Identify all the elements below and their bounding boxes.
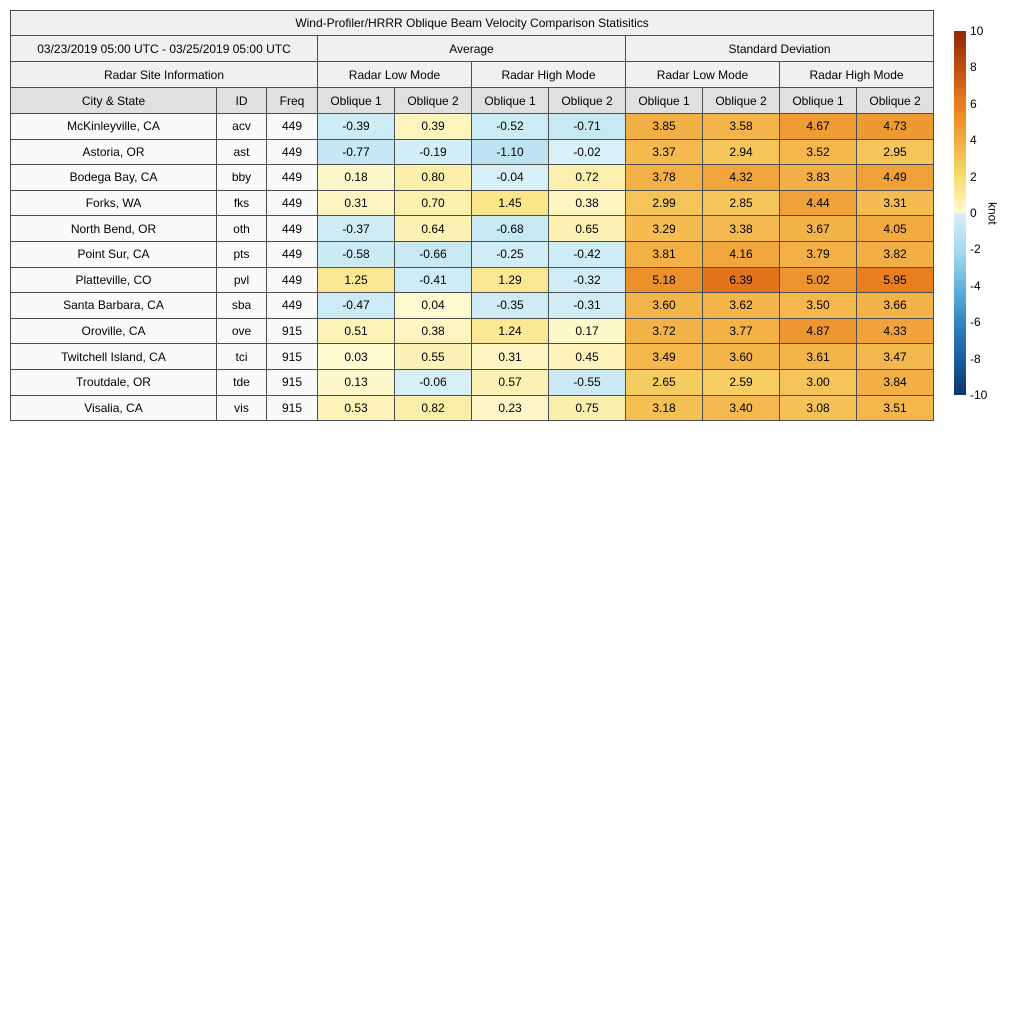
value-cell-sd_low_oblique2: 3.62 [703, 293, 780, 319]
table-row [11, 395, 934, 421]
section-header-sd-high-mode: Radar High Mode [780, 62, 934, 88]
city-cell: Troutdale, OR [11, 369, 217, 395]
city-cell: McKinleyville, CA [11, 114, 217, 140]
colorbar-tick-label: 4 [970, 133, 977, 148]
value-cell-sd_high_oblique1: 3.79 [780, 241, 857, 267]
value-cell-avg_high_oblique2: 0.17 [549, 318, 626, 344]
value-cell-avg_low_oblique2: 0.64 [395, 216, 472, 242]
value-cell-avg_high_oblique1: 1.29 [472, 267, 549, 293]
value-cell-avg_low_oblique1: -0.58 [318, 241, 395, 267]
column-header-sd-high-oblique1: Oblique 1 [780, 88, 857, 114]
value-cell-sd_high_oblique1: 4.67 [780, 114, 857, 140]
column-header-city: City & State [11, 88, 217, 114]
table-row [11, 293, 934, 319]
city-cell: Oroville, CA [11, 318, 217, 344]
value-cell-avg_low_oblique2: 0.55 [395, 344, 472, 370]
value-cell-avg_high_oblique2: 0.75 [549, 395, 626, 421]
value-cell-avg_high_oblique1: 0.23 [472, 395, 549, 421]
value-cell-sd_high_oblique2: 3.47 [857, 344, 934, 370]
column-header-avg-high-oblique2: Oblique 2 [549, 88, 626, 114]
group-header-std-dev: Standard Deviation [626, 36, 934, 62]
value-cell-avg_high_oblique1: -0.35 [472, 293, 549, 319]
colorbar-tick-label: 6 [970, 96, 977, 111]
value-cell-avg_high_oblique2: -0.32 [549, 267, 626, 293]
city-cell: Visalia, CA [11, 395, 217, 421]
value-cell-sd_high_oblique2: 3.51 [857, 395, 934, 421]
value-cell-sd_high_oblique1: 4.87 [780, 318, 857, 344]
value-cell-sd_high_oblique2: 3.82 [857, 241, 934, 267]
colorbar-tick-label: 8 [970, 60, 977, 75]
value-cell-sd_high_oblique2: 3.84 [857, 369, 934, 395]
value-cell-avg_low_oblique2: 0.80 [395, 165, 472, 191]
value-cell-sd_low_oblique1: 2.65 [626, 369, 703, 395]
value-cell-sd_low_oblique1: 3.81 [626, 241, 703, 267]
value-cell-sd_low_oblique1: 3.37 [626, 139, 703, 165]
value-cell-sd_low_oblique1: 3.60 [626, 293, 703, 319]
value-cell-sd_low_oblique2: 2.94 [703, 139, 780, 165]
value-cell-sd_high_oblique1: 3.08 [780, 395, 857, 421]
column-header-freq: Freq [267, 88, 318, 114]
value-cell-avg_low_oblique1: -0.37 [318, 216, 395, 242]
id-cell: pvl [217, 267, 267, 293]
table-row [11, 241, 934, 267]
id-cell: tde [217, 369, 267, 395]
value-cell-avg_low_oblique1: 0.18 [318, 165, 395, 191]
table-title: Wind-Profiler/HRRR Oblique Beam Velocity Comparison Statisitics [11, 11, 934, 36]
section-header-sd-low-mode: Radar Low Mode [626, 62, 780, 88]
value-cell-avg_high_oblique1: -0.68 [472, 216, 549, 242]
id-cell: tci [217, 344, 267, 370]
table-row [11, 318, 934, 344]
value-cell-avg_high_oblique2: -0.02 [549, 139, 626, 165]
value-cell-avg_low_oblique2: -0.19 [395, 139, 472, 165]
table-row [11, 114, 934, 140]
value-cell-sd_low_oblique1: 2.99 [626, 190, 703, 216]
id-cell: ast [217, 139, 267, 165]
city-cell: Forks, WA [11, 190, 217, 216]
freq-cell: 449 [267, 216, 318, 242]
value-cell-sd_high_oblique2: 4.33 [857, 318, 934, 344]
value-cell-sd_low_oblique2: 3.40 [703, 395, 780, 421]
value-cell-sd_low_oblique2: 2.59 [703, 369, 780, 395]
group-header-average: Average [318, 36, 626, 62]
value-cell-avg_high_oblique1: -0.25 [472, 241, 549, 267]
value-cell-avg_high_oblique2: -0.31 [549, 293, 626, 319]
table-row [11, 216, 934, 242]
value-cell-avg_high_oblique2: 0.38 [549, 190, 626, 216]
value-cell-avg_high_oblique2: 0.45 [549, 344, 626, 370]
value-cell-sd_high_oblique1: 3.50 [780, 293, 857, 319]
column-header-avg-low-oblique2: Oblique 2 [395, 88, 472, 114]
value-cell-avg_high_oblique2: -0.55 [549, 369, 626, 395]
value-cell-sd_high_oblique1: 3.67 [780, 216, 857, 242]
value-cell-avg_high_oblique2: -0.42 [549, 241, 626, 267]
city-cell: Point Sur, CA [11, 241, 217, 267]
id-cell: sba [217, 293, 267, 319]
value-cell-avg_high_oblique1: 1.24 [472, 318, 549, 344]
table-row [11, 139, 934, 165]
value-cell-avg_high_oblique2: 0.72 [549, 165, 626, 191]
freq-cell: 449 [267, 293, 318, 319]
value-cell-avg_low_oblique2: 0.70 [395, 190, 472, 216]
table-row [11, 344, 934, 370]
value-cell-sd_high_oblique2: 4.49 [857, 165, 934, 191]
column-header-avg-high-oblique1: Oblique 1 [472, 88, 549, 114]
value-cell-sd_high_oblique2: 4.05 [857, 216, 934, 242]
colorbar-tick-label: -6 [970, 315, 981, 330]
value-cell-avg_high_oblique1: -0.52 [472, 114, 549, 140]
freq-cell: 915 [267, 369, 318, 395]
colorbar-unit-label: knot [985, 201, 1000, 225]
value-cell-sd_low_oblique1: 5.18 [626, 267, 703, 293]
value-cell-sd_high_oblique1: 3.00 [780, 369, 857, 395]
id-cell: vis [217, 395, 267, 421]
column-header-sd-low-oblique2: Oblique 2 [703, 88, 780, 114]
value-cell-sd_high_oblique1: 5.02 [780, 267, 857, 293]
table-row [11, 267, 934, 293]
title-row [11, 11, 934, 36]
table-row [11, 369, 934, 395]
colorbar-tick-label: -2 [970, 242, 981, 257]
id-cell: pts [217, 241, 267, 267]
colorbar-tick-label: -4 [970, 278, 981, 293]
value-cell-avg_low_oblique1: 0.03 [318, 344, 395, 370]
city-cell: Twitchell Island, CA [11, 344, 217, 370]
value-cell-sd_low_oblique2: 4.16 [703, 241, 780, 267]
id-cell: oth [217, 216, 267, 242]
value-cell-avg_low_oblique1: 0.31 [318, 190, 395, 216]
colorbar-tick-label: 10 [970, 24, 984, 38]
freq-cell: 449 [267, 165, 318, 191]
section-header-site-info: Radar Site Information [11, 62, 318, 88]
id-cell: ove [217, 318, 267, 344]
date-range: 03/23/2019 05:00 UTC - 03/25/2019 05:00 UTC [11, 36, 318, 62]
colorbar-gradient [954, 31, 966, 395]
value-cell-avg_high_oblique2: 0.65 [549, 216, 626, 242]
table-body [11, 114, 934, 421]
value-cell-sd_low_oblique1: 3.18 [626, 395, 703, 421]
value-cell-sd_low_oblique1: 3.29 [626, 216, 703, 242]
value-cell-sd_low_oblique2: 3.60 [703, 344, 780, 370]
value-cell-avg_low_oblique2: 0.04 [395, 293, 472, 319]
freq-cell: 449 [267, 114, 318, 140]
freq-cell: 915 [267, 344, 318, 370]
value-cell-sd_low_oblique2: 3.38 [703, 216, 780, 242]
value-cell-avg_high_oblique1: 0.31 [472, 344, 549, 370]
value-cell-sd_high_oblique1: 3.52 [780, 139, 857, 165]
city-cell: Bodega Bay, CA [11, 165, 217, 191]
freq-cell: 449 [267, 139, 318, 165]
value-cell-avg_high_oblique2: -0.71 [549, 114, 626, 140]
value-cell-sd_low_oblique1: 3.49 [626, 344, 703, 370]
value-cell-sd_low_oblique1: 3.85 [626, 114, 703, 140]
value-cell-avg_low_oblique2: -0.06 [395, 369, 472, 395]
value-cell-avg_low_oblique1: 0.51 [318, 318, 395, 344]
colorbar-tick-label: 0 [970, 206, 977, 220]
value-cell-sd_low_oblique2: 3.77 [703, 318, 780, 344]
city-cell: North Bend, OR [11, 216, 217, 242]
colorbar-tick-label: -8 [970, 351, 981, 366]
value-cell-sd_high_oblique2: 3.66 [857, 293, 934, 319]
column-header-sd-low-oblique1: Oblique 1 [626, 88, 703, 114]
value-cell-sd_low_oblique2: 6.39 [703, 267, 780, 293]
value-cell-sd_high_oblique1: 3.83 [780, 165, 857, 191]
value-cell-avg_low_oblique2: 0.39 [395, 114, 472, 140]
column-header-avg-low-oblique1: Oblique 1 [318, 88, 395, 114]
value-cell-avg_low_oblique1: 1.25 [318, 267, 395, 293]
column-header-row [11, 88, 934, 114]
freq-cell: 915 [267, 318, 318, 344]
value-cell-sd_high_oblique2: 5.95 [857, 267, 934, 293]
column-header-id: ID [217, 88, 267, 114]
freq-cell: 449 [267, 190, 318, 216]
value-cell-avg_low_oblique2: -0.41 [395, 267, 472, 293]
value-cell-avg_low_oblique2: 0.38 [395, 318, 472, 344]
value-cell-avg_low_oblique1: 0.53 [318, 395, 395, 421]
city-cell: Santa Barbara, CA [11, 293, 217, 319]
id-cell: fks [217, 190, 267, 216]
value-cell-avg_low_oblique2: 0.82 [395, 395, 472, 421]
value-cell-sd_high_oblique2: 3.31 [857, 190, 934, 216]
freq-cell: 449 [267, 267, 318, 293]
value-cell-sd_low_oblique2: 2.85 [703, 190, 780, 216]
freq-cell: 449 [267, 241, 318, 267]
value-cell-sd_low_oblique2: 3.58 [703, 114, 780, 140]
id-cell: acv [217, 114, 267, 140]
value-cell-sd_high_oblique2: 4.73 [857, 114, 934, 140]
value-cell-avg_low_oblique1: -0.77 [318, 139, 395, 165]
city-cell: Astoria, OR [11, 139, 217, 165]
value-cell-sd_low_oblique1: 3.78 [626, 165, 703, 191]
value-cell-sd_high_oblique2: 2.95 [857, 139, 934, 165]
table-row [11, 165, 934, 191]
section-header-avg-low-mode: Radar Low Mode [318, 62, 472, 88]
id-cell: bby [217, 165, 267, 191]
table-row [11, 190, 934, 216]
group-header-row [11, 36, 934, 62]
value-cell-avg_low_oblique1: 0.13 [318, 369, 395, 395]
colorbar-tick-label: 2 [970, 169, 977, 184]
city-cell: Platteville, CO [11, 267, 217, 293]
value-cell-avg_low_oblique2: -0.66 [395, 241, 472, 267]
mode-header-row [11, 62, 934, 88]
value-cell-sd_high_oblique1: 3.61 [780, 344, 857, 370]
value-cell-avg_high_oblique1: 1.45 [472, 190, 549, 216]
value-cell-avg_high_oblique1: -1.10 [472, 139, 549, 165]
column-header-sd-high-oblique2: Oblique 2 [857, 88, 934, 114]
value-cell-avg_high_oblique1: -0.04 [472, 165, 549, 191]
value-cell-sd_high_oblique1: 4.44 [780, 190, 857, 216]
value-cell-sd_low_oblique2: 4.32 [703, 165, 780, 191]
statistics-table [10, 10, 934, 421]
colorbar-tick-label: -10 [970, 388, 988, 402]
value-cell-avg_low_oblique1: -0.39 [318, 114, 395, 140]
value-cell-avg_high_oblique1: 0.57 [472, 369, 549, 395]
section-header-avg-high-mode: Radar High Mode [472, 62, 626, 88]
value-cell-avg_low_oblique1: -0.47 [318, 293, 395, 319]
freq-cell: 915 [267, 395, 318, 421]
value-cell-sd_low_oblique1: 3.72 [626, 318, 703, 344]
